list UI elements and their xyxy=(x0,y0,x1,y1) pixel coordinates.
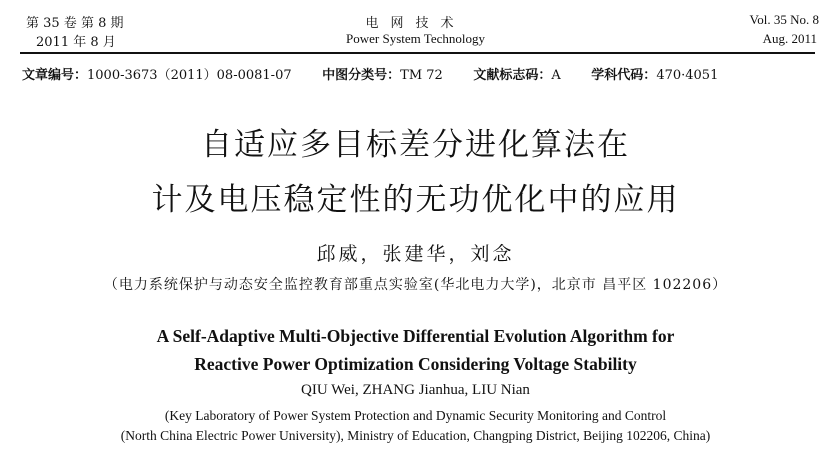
volume-issue-en: Vol. 35 No. 8 xyxy=(749,12,819,27)
doc-code: A xyxy=(551,68,561,83)
title-cn-line-2: 计及电压稳定性的无功优化中的应用 xyxy=(151,182,680,218)
subject-code-label: 学科代码： xyxy=(591,68,657,83)
authors-cn: 邱威，张建华，刘念 xyxy=(316,243,515,265)
subject-code: 470·4051 xyxy=(656,68,719,83)
doc-code-label: 文献标志码： xyxy=(473,68,552,83)
date-en: Aug. 2011 xyxy=(762,31,817,46)
journal-name-cn: 电网技术 xyxy=(365,16,466,31)
date-cn: 2011 年 8 月 xyxy=(36,35,116,50)
journal-name-en: Power System Technology xyxy=(346,31,485,46)
authors-en: QIU Wei, ZHANG Jianhua, LIU Nian xyxy=(301,382,530,398)
article-no-label: 文章编号： xyxy=(22,68,88,83)
header-rule xyxy=(20,52,815,54)
clc-number: TM 72 xyxy=(400,68,443,83)
title-en-line-1: A Self-Adaptive Multi-Objective Differential Evolution Algorithm for xyxy=(156,326,675,346)
article-no: 1000-3673（2011）08-0081-07 xyxy=(87,68,292,83)
article-meta-line xyxy=(22,64,744,83)
volume-issue-cn: 第 35 卷 第 8 期 xyxy=(26,16,124,31)
clc-label: 中图分类号： xyxy=(322,68,401,83)
affiliation-cn: （电力系统保护与动态安全监控教育部重点实验室(华北电力大学)，北京市 昌平区 102206） xyxy=(103,277,728,293)
affiliation-en-line-2: (North China Electric Power University), Ministry of Education, Changping District, Beijing 102206, China) xyxy=(120,428,711,443)
title-cn-line-1: 自适应多目标差分进化算法在 xyxy=(201,127,630,163)
title-en-line-2: Reactive Power Optimization Considering Voltage Stability xyxy=(194,354,637,374)
affiliation-en-line-1: (Key Laboratory of Power System Protection and Dynamic Security Monitoring and Control xyxy=(164,408,667,423)
